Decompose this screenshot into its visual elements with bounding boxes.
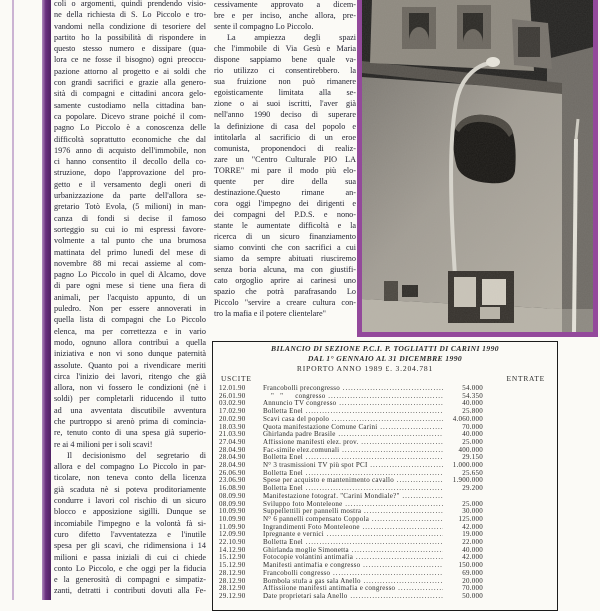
text-line: mattinata del primo lunedì del mese di	[54, 247, 206, 257]
entrate-label: ENTRATE	[506, 374, 545, 383]
table-row	[213, 531, 557, 539]
text-line: spazio che potrà parafrasando Lo	[214, 287, 356, 297]
row-date: 26.01.90	[219, 391, 246, 400]
table-row	[213, 485, 557, 493]
row-amount: 30.000	[462, 507, 483, 516]
tower-photo-illustration	[362, 0, 593, 332]
table-row	[213, 424, 557, 432]
row-amount: 1.900.000	[452, 476, 483, 485]
balance-column-heads	[213, 374, 557, 383]
row-description: Quota manifestazione Comune Carini .....	[263, 424, 443, 432]
tower-photo	[357, 0, 598, 337]
table-row	[213, 454, 557, 462]
table-row	[213, 570, 557, 578]
text-line: cessivamente approvato a dicem-	[214, 0, 356, 9]
text-line: puledro. Non per essere annoverati in	[54, 304, 206, 314]
row-description: Ipregnante e vernici .....	[263, 531, 443, 539]
balance-subtitle: DAL 1° GENNAIO AL 31 DICEMBRE 1990	[307, 353, 463, 363]
text-line: egoisticamente limitata alla se-	[214, 88, 356, 98]
text-line: soldi) per completarli riducendo il tutto	[54, 394, 206, 404]
text-line: con grandi sacrifici e grazie alla genero-	[54, 78, 206, 88]
text-line: bre e per inciso, anche allora, pre-	[214, 11, 356, 21]
text-line: questo stesso numero e dissipare (qua-	[54, 44, 206, 54]
row-date: 08.09.90	[219, 491, 246, 500]
row-date: 27.04.90	[219, 437, 246, 446]
row-description: Fotocopie volantini antimafia .....	[263, 554, 443, 562]
text-line: Il decisionismo del segretario di	[67, 450, 206, 460]
text-line: ticolare, non teneva conto della licenza	[54, 473, 206, 483]
article-left-column	[54, 0, 206, 597]
row-amount: 22.000	[462, 538, 483, 547]
table-row	[213, 439, 557, 447]
row-description: Bolletta Enel .....	[263, 470, 443, 478]
row-amount: 25.650	[462, 468, 483, 477]
row-description: Bolletta Enel .....	[263, 454, 443, 462]
row-amount: 25.800	[462, 407, 483, 416]
row-description: N° 3 trasmissioni TV più spot PCI .....	[263, 462, 443, 470]
table-row	[213, 470, 557, 478]
table-row	[213, 447, 557, 455]
row-amount: 54.000	[462, 384, 483, 392]
text-line: Piccolo "servire a creare cultura con-	[214, 298, 356, 308]
text-line: La ampiezza degli spazi	[227, 33, 356, 43]
balance-title: BILANCIO DI SEZIONE P.C.I. P. TOGLIATTI DI CARINI 1990	[271, 344, 499, 353]
text-line: modo, ognuno allora contribuì a quella	[54, 337, 206, 347]
row-date: 28.12.90	[219, 584, 246, 593]
left-thin-rule	[12, 0, 14, 600]
text-line: elenca, ma per correttezza e in vario	[54, 326, 206, 336]
text-line: volmente a tal punto che una brumosa	[54, 236, 206, 246]
table-row	[213, 393, 557, 401]
text-line: re ai 4 milioni per i soli scavi!	[54, 439, 153, 449]
text-line: cato orgoglio aprire ai carinesi uno	[214, 276, 356, 286]
text-line: conto Lo Piccolo, e che oggi per la fiducia	[54, 563, 206, 573]
table-row	[213, 462, 557, 470]
row-date: 18.03.90	[219, 422, 246, 431]
row-description: Ingrandimenti Foto Monteleone .....	[263, 524, 443, 532]
row-amount: 29.200	[462, 484, 483, 493]
text-line: animali, per l'acquisto appunto, di un	[54, 292, 206, 302]
text-line: siamo da sempre abituati riusciremo	[214, 254, 356, 264]
row-amount: 69.000	[462, 568, 483, 577]
row-description: Bolletta Enel .....	[263, 539, 443, 547]
text-line: samente custodiamo nella cittadina ban-	[54, 100, 206, 110]
row-date: 11.09.90	[219, 522, 246, 531]
row-amount: 125.000	[458, 514, 483, 523]
row-description: Scavi casa del popolo .....	[263, 416, 443, 424]
row-amount: 54.350	[462, 391, 483, 400]
row-amount: 25.000	[462, 437, 483, 446]
text-line: zare un "Centro Culturale PIO LA	[214, 154, 356, 164]
text-line: condurre i lavori col rischio di un sicuro	[54, 496, 206, 506]
row-date: 17.02.90	[219, 407, 246, 416]
row-amount: 20.000	[462, 576, 483, 585]
row-amount: 42.000	[462, 553, 483, 562]
table-row	[213, 508, 557, 516]
text-line: coli o argomenti, quindi prendendo visio-	[54, 0, 206, 8]
text-line: quella lista di compagni che Lo Piccolo	[54, 315, 206, 325]
text-line: blocco e apposizione sigilli. Dunque se	[54, 507, 206, 517]
text-line: TORRE" mi pare il modo più elo-	[214, 165, 356, 175]
text-line: 1976 anno di acquisto dell'immobile, non	[54, 145, 206, 155]
row-amount: 40.000	[462, 399, 483, 408]
text-line: vandomi nella condizione di tesoriere del	[54, 21, 206, 31]
text-line: stante le aumentate difficoltà e la	[214, 220, 356, 230]
row-date: 21.03.90	[219, 430, 246, 439]
table-row	[213, 539, 557, 547]
row-date: 28.12.90	[219, 576, 246, 585]
text-line: pagno Lo Piccolo è a conoscenza delle	[54, 123, 206, 133]
table-row	[213, 524, 557, 532]
row-description: Bolletta Enel .....	[263, 485, 443, 493]
balance-table	[212, 341, 558, 611]
row-description: Suppellettili per pannelli mostra .....	[263, 508, 443, 516]
text-line: gretario Totò Evola, (5 milioni) in man-	[54, 202, 206, 212]
text-line: pazione attorno al progetto e ai soldi che	[54, 66, 206, 76]
text-line: già scaduta nè si poteva proditoriamente	[54, 484, 206, 494]
text-line: dispone sappiamo bene quale va-	[214, 55, 356, 65]
row-description: N° 6 pannelli compensato Coppola .....	[263, 516, 443, 524]
article-middle-column	[214, 0, 356, 319]
row-date: 08.09.90	[219, 499, 246, 508]
row-date: 12.09.90	[219, 530, 246, 539]
text-line: zione o ai suoi iscritti, l'aver già	[214, 99, 356, 109]
text-line: intitolarla al sacrificio di un eroe	[214, 132, 356, 142]
text-line: struzione, dopo l'approvazione del pro-	[54, 168, 206, 178]
text-line: dei compagni del P.D.S. e nono-	[214, 209, 356, 219]
row-amount: 40.000	[462, 545, 483, 554]
row-description: Bolletta Enel .....	[263, 408, 443, 416]
row-date: 10.09.90	[219, 514, 246, 523]
text-line: zanti, detratti i contributi dovuti alla Fe-	[54, 586, 206, 596]
text-line: sità di compagni e cittadini ancora gelo-	[54, 89, 206, 99]
row-description: Manifestazione fotograf. "Carini Mondiale?" .....	[263, 493, 443, 501]
row-date: 10.09.90	[219, 507, 246, 516]
row-description: Spese per acquisto e mantenimento cavallo .....	[263, 477, 443, 485]
text-line: ca popolare. Dicevo strane poiché il com-	[54, 111, 206, 121]
row-amount: 400.000	[458, 445, 483, 454]
row-description: Sviluppo foto Monteleone .....	[263, 501, 443, 509]
table-row	[213, 431, 557, 439]
table-row	[213, 493, 557, 501]
text-line: curo difetto l'avventatezza e l'inutile	[54, 529, 206, 539]
row-amount: 29.150	[462, 453, 483, 462]
text-line: difficoltà soprattutto economiche che dal	[54, 134, 206, 144]
row-description: Affissione manifesti elez. prov. .....	[263, 439, 443, 447]
text-line: lora ce ne fosse il bisogno) ogni preoccu-	[54, 55, 206, 65]
row-date: 16.08.90	[219, 484, 246, 493]
row-description: Bombola stufa a gas sala Anello .....	[263, 578, 443, 586]
row-date: 28.04.90	[219, 445, 246, 454]
text-line: ricerca di un sicuro finanziamento	[214, 231, 356, 241]
text-line: ci hanno consentito il decollo della co-	[54, 157, 206, 167]
table-row	[213, 416, 557, 424]
table-row	[213, 578, 557, 586]
row-description: " " congresso .....	[263, 393, 443, 401]
table-row	[213, 547, 557, 555]
row-amount: 40.000	[462, 430, 483, 439]
uscite-label: USCITE	[221, 374, 252, 383]
row-description: Francobolli precongresso .....	[263, 385, 443, 393]
row-description: Date proprietari sala Anello .....	[263, 593, 443, 601]
table-row	[213, 516, 557, 524]
row-description: Annuncio TV congresso .....	[263, 400, 443, 408]
text-line: e la generosità di compagni e simpatiz-	[54, 575, 206, 585]
text-line: destinazione.Questo rimane an-	[214, 187, 356, 197]
text-line: senza boria alcuna, ma con giustifi-	[214, 265, 356, 275]
row-date: 15.12.90	[219, 553, 246, 562]
row-amount: 150.000	[458, 561, 483, 570]
row-date: 28.12.90	[219, 568, 246, 577]
text-line: circa l'inizio dei lavori, ritengo che già	[54, 371, 206, 381]
row-description: Fac-simile elez.comunali .....	[263, 447, 443, 455]
row-amount: 42.000	[462, 522, 483, 531]
row-date: 26.06.90	[219, 468, 246, 477]
balance-riporto: RIPORTO ANNO 1989 £. 3.204.781	[296, 364, 434, 373]
text-line: sua fruizione non può rimanere	[214, 77, 356, 87]
text-line: urbanizzazione da parte dell'allora se-	[54, 191, 206, 201]
text-line: allora, non vi fossero le condizioni (nè i	[54, 383, 206, 393]
text-line: allora e del compagno Lo Piccolo in par-	[54, 462, 206, 472]
row-amount: 70.000	[462, 584, 483, 593]
text-line: incomiabile l'impegno e la volontà fà si-	[54, 518, 206, 528]
row-date: 15.12.90	[219, 561, 246, 570]
row-date: 28.04.90	[219, 461, 246, 470]
row-description: Affissiione manifesti antimafia e congresso .....	[263, 585, 443, 593]
row-amount: 1.000.000	[452, 461, 483, 470]
text-line: partito ho la possibilità di rispondere in	[54, 32, 206, 42]
balance-rows	[213, 385, 557, 601]
table-row	[213, 408, 557, 416]
text-line: la definizione di casa del popolo e	[214, 121, 356, 131]
text-line: re, tenuto conto di una spesa già superio-	[54, 428, 206, 438]
text-line: tro la mafia e il potere clientelare"	[214, 309, 326, 319]
row-description: Ghirlanda padre Brasile .....	[263, 431, 443, 439]
text-line: nell'anno 1990 deciso di superare	[214, 110, 356, 120]
row-description: Manifesti antimafia e congresso .....	[263, 562, 443, 570]
table-row	[213, 585, 557, 593]
row-amount: 19.000	[462, 530, 483, 539]
text-line: iniziativa e non vi sono dunque paternità	[54, 349, 206, 359]
table-row	[213, 477, 557, 485]
table-row	[213, 385, 557, 393]
text-line: comunista, proponendoci di realiz-	[214, 143, 356, 153]
row-amount: 70.000	[462, 422, 483, 431]
text-line: getto e il versamento degli oneri di	[54, 179, 206, 189]
table-row	[213, 554, 557, 562]
row-description: Francobolli congresso .....	[263, 570, 443, 578]
row-description: Ghirlanda moglie Simonetta .....	[263, 547, 443, 555]
row-date: 29.12.90	[219, 591, 246, 600]
row-amount: 25.000	[462, 499, 483, 508]
text-line: ad una avventata discutibile avventura	[54, 405, 206, 415]
row-date: 22.10.90	[219, 538, 246, 547]
row-date: 20.02.90	[219, 414, 246, 423]
text-line: ne della richiesta di S. Lo Piccolo e tro-	[54, 10, 206, 20]
text-line: canza di fondi si decise il famoso	[54, 213, 206, 223]
text-line: pagno Lo Piccolo in quel di Alcamo, dove	[54, 270, 206, 280]
text-line: siamo convinti che con sacrifici a cui	[214, 243, 356, 253]
table-row	[213, 501, 557, 509]
text-line: sorteggio su cui io mi espressi favore-	[54, 224, 206, 234]
table-row	[213, 562, 557, 570]
left-accent-band	[42, 0, 51, 600]
row-date: 14.12.90	[219, 545, 246, 554]
text-line: quente per dire della sua	[214, 176, 356, 186]
text-line: spesa per gli scavi, che ridimensiona i 14	[54, 541, 206, 551]
row-amount: 4.060.000	[452, 414, 483, 423]
text-line: assolute. Quanto poi a rivendicare meriti	[54, 360, 206, 370]
row-date: 12.01.90	[219, 384, 246, 392]
text-line: cora oggi l'impegno dei dirigenti e	[214, 198, 356, 208]
row-date: 03.02.90	[219, 399, 246, 408]
text-line: di pare ogni mese si tiene una fiera di	[54, 281, 206, 291]
text-line: che l'immobile di Via Gesù e Maria	[214, 44, 356, 54]
row-amount: 50.000	[462, 591, 483, 600]
text-line: rio utilizzo ci consentirebbero. la	[214, 66, 356, 76]
row-date: 28.04.90	[219, 453, 246, 462]
text-line: sente il compagno Lo Piccolo.	[214, 22, 314, 32]
row-date: 23.06.90	[219, 476, 246, 485]
text-line: novembre 88 mi recai assieme al com-	[54, 258, 206, 268]
table-row	[213, 400, 557, 408]
text-line: milioni e passa iniziali di cui ci chiede	[54, 552, 206, 562]
text-line: che purtroppo si arenò prima di comincia-	[54, 416, 206, 426]
